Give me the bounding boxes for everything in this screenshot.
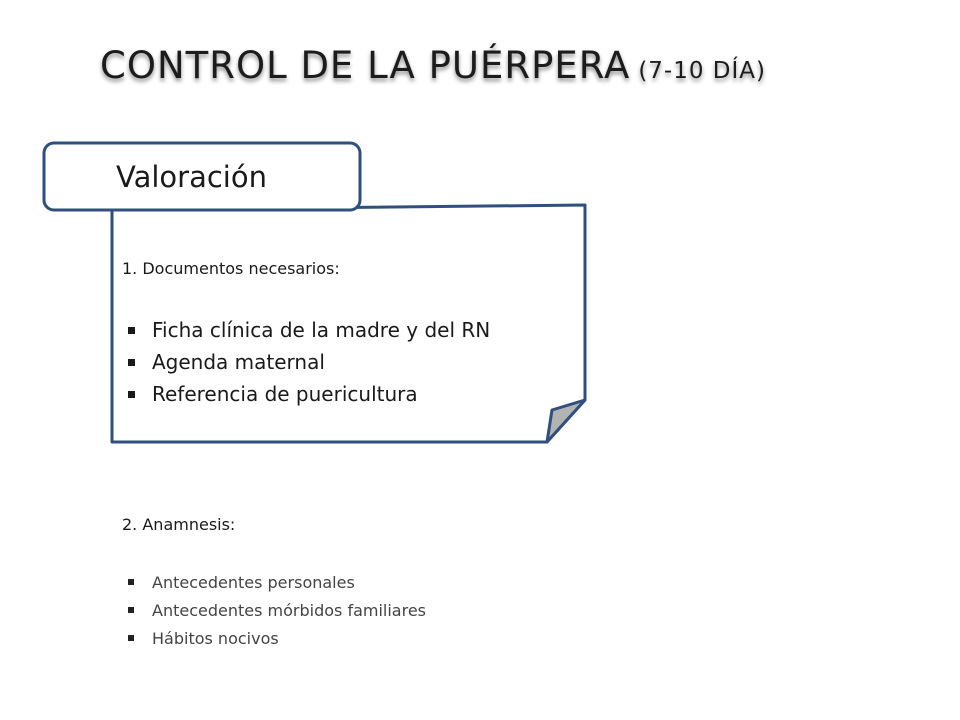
list-item [124, 380, 490, 412]
documentos-list [124, 316, 490, 412]
list-item-text: Ficha clínica de la madre y del RN [152, 318, 491, 342]
bullet-square-icon [128, 391, 135, 398]
list-item [124, 348, 490, 380]
tab-valoracion: Valoración [116, 159, 267, 194]
anamnesis-list [124, 570, 426, 654]
list-item-text: Referencia de puericultura [152, 382, 418, 406]
bullet-square-icon [128, 579, 134, 585]
list-item-text: Antecedentes personales [152, 573, 355, 592]
title-main: CONTROL DE LA PUÉRPERA [100, 44, 631, 87]
list-item-text: Agenda maternal [152, 350, 325, 374]
list-item-text: Antecedentes mórbidos familiares [152, 601, 427, 620]
list-item [124, 570, 426, 598]
anamnesis-heading: 2. Anamnesis: [122, 515, 236, 534]
list-item [124, 598, 426, 626]
bullet-square-icon [128, 327, 135, 334]
bullet-square-icon [128, 607, 134, 613]
bullet-square-icon [128, 359, 135, 366]
title-sub: (7-10 DÍA) [638, 58, 766, 84]
list-item [124, 626, 426, 654]
list-item-text: Hábitos nocivos [152, 629, 279, 648]
documentos-heading: 1. Documentos necesarios: [122, 259, 340, 278]
list-item [124, 316, 490, 348]
bullet-square-icon [128, 635, 134, 641]
